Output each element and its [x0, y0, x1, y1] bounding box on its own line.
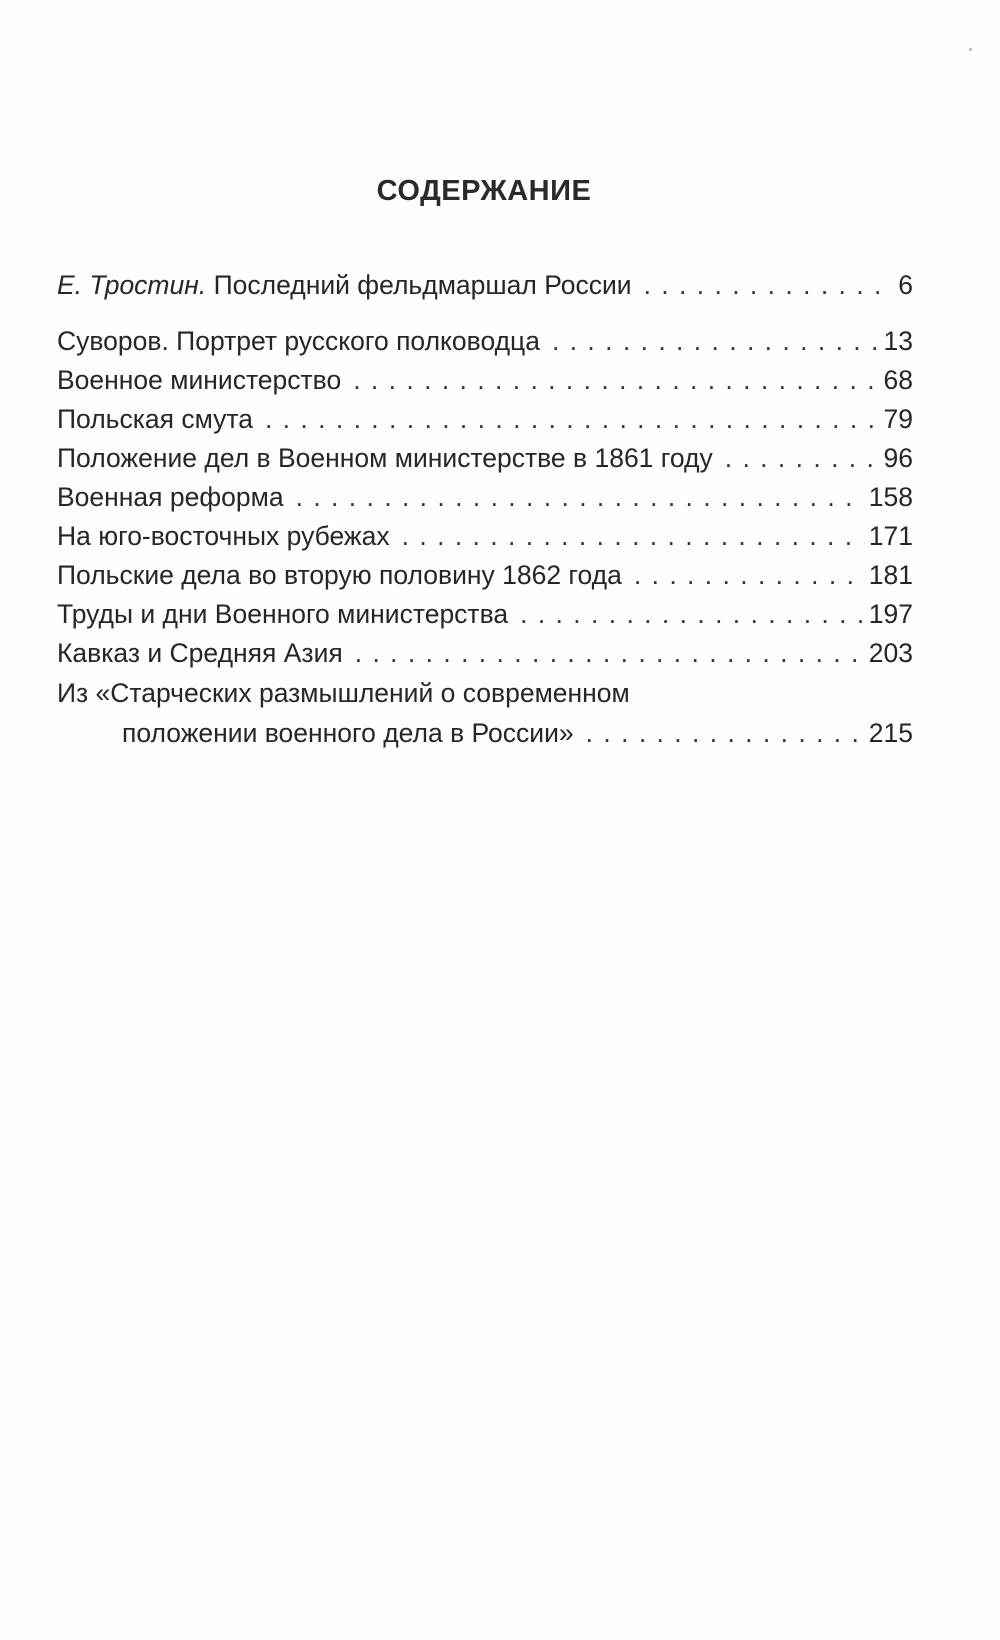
toc-entry-page: 13 — [883, 326, 913, 356]
dot-leader — [644, 268, 895, 302]
toc-entry-page: 79 — [883, 404, 913, 434]
toc-entry-page: 197 — [868, 599, 913, 629]
dot-leader — [402, 519, 865, 553]
dot-leader — [586, 716, 865, 750]
toc-entry[interactable] — [57, 480, 913, 514]
dot-leader — [353, 363, 879, 397]
dot-leader — [520, 597, 865, 631]
toc-entry[interactable] — [57, 558, 913, 592]
toc-entry[interactable] — [57, 597, 913, 631]
toc-entry[interactable] — [57, 402, 913, 436]
toc-entry-author: Е. Тростин. — [57, 270, 207, 300]
toc-entry[interactable] — [57, 363, 913, 397]
toc-entry-page: 215 — [868, 718, 913, 748]
toc-entry-title: Кавказ и Средняя Азия — [57, 638, 343, 668]
toc-entry-page: 203 — [868, 638, 913, 668]
toc-entry-title: Последний фельдмаршал России — [213, 270, 632, 300]
toc-entry-title-cont: положении военного дела в России» — [122, 718, 574, 748]
toc-entry-page: 181 — [868, 560, 913, 590]
toc-entry-title: Труды и дни Военного министерства — [57, 599, 509, 629]
dot-leader — [296, 480, 865, 514]
toc-entry-title: Польская смута — [57, 404, 253, 434]
toc-entry-title: Суворов. Портрет русского полководца — [57, 326, 540, 356]
toc-entry-page: 68 — [883, 365, 913, 395]
toc-entry-title: На юго-восточных рубежах — [57, 521, 390, 551]
toc-entry-title: Военное министерство — [57, 365, 342, 395]
scan-speck — [969, 48, 972, 51]
toc-entry-page: 6 — [898, 270, 913, 300]
toc-entry[interactable] — [57, 441, 913, 475]
dot-leader — [725, 441, 880, 475]
dot-leader — [265, 402, 880, 436]
toc-entry-preface[interactable] — [57, 268, 913, 302]
toc-entry[interactable] — [57, 519, 913, 553]
toc-entry-title: Военная реформа — [57, 482, 284, 512]
toc-entry-page: 171 — [868, 521, 913, 551]
dot-leader — [552, 324, 880, 358]
toc-entry[interactable] — [57, 324, 913, 358]
toc-entry-page: 158 — [868, 482, 913, 512]
toc-entry-last-line1[interactable]: Из «Старческих размышлений о современном — [57, 678, 630, 708]
dot-leader — [634, 558, 865, 592]
toc-entry-title: Польские дела во вторую половину 1862 года — [57, 560, 622, 590]
toc-entry-text — [57, 268, 632, 302]
toc-entry-last-line2[interactable] — [122, 716, 913, 750]
toc-entry[interactable] — [57, 636, 913, 670]
page-title: СОДЕРЖАНИЕ — [376, 175, 592, 207]
dot-leader — [355, 636, 865, 670]
toc-entry-title: Положение дел в Военном министерстве в 1861 году — [57, 443, 713, 473]
toc-entry-page: 96 — [883, 443, 913, 473]
